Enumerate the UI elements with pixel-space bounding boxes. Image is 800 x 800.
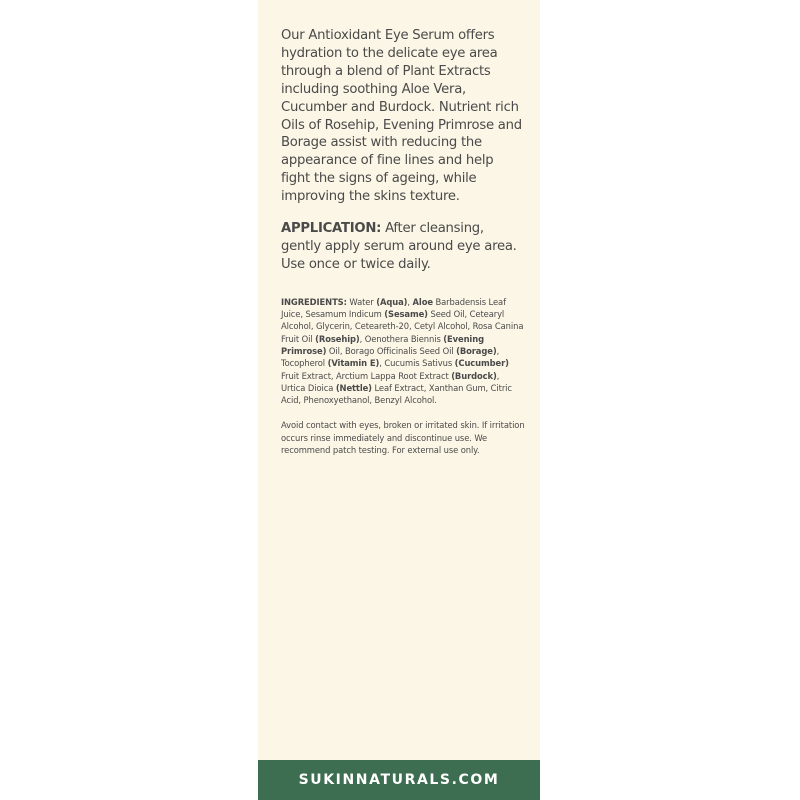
ingredient-highlight: (Aqua) [376, 296, 408, 307]
ingredient-text: , Cucumis Sativus [379, 358, 455, 369]
ingredient-text: , Tocopherol [281, 345, 500, 369]
ingredients-list [281, 297, 523, 405]
product-description: Our Antioxidant Eye Serum offers hydration to the delicate eye area through a blend of Plant Extracts including soothing Aloe Vera, Cucumber and Burdock. Nutrient rich Oils of Rosehip, Evening Primrose and Borage assist with reducing the appearance of fine lines and help fight the signs of ageing, while improving the skins texture. [281, 28, 522, 205]
ingredient-highlight: (Vitamin E) [327, 358, 380, 369]
website-link[interactable]: SUKINNATURALS.COM [298, 772, 500, 788]
ingredient-highlight: (Sesame) [384, 309, 428, 320]
ingredient-text: , Urtica Dioica [281, 370, 500, 393]
label-content [281, 27, 526, 456]
ingredient-text: Fruit Extract, Arctium Lappa Root Extract [281, 370, 452, 381]
ingredient-text: Leaf Extract, Xanthan Gum, Citric Acid, Phenoxyethanol, Benzyl Alcohol. [281, 382, 512, 406]
application-section [281, 220, 526, 274]
ingredients-section [281, 296, 526, 407]
ingredient-text: Barbadensis Leaf Juice, Sesamum Indicum [281, 296, 506, 320]
ingredient-highlight: (Borage) [456, 345, 497, 356]
ingredient-highlight: Aloe [412, 296, 433, 307]
application-text: After cleansing, gently apply serum around eye area. Use once or twice daily. [281, 221, 517, 272]
ingredients-label: INGREDIENTS: [281, 296, 347, 307]
footer-banner [258, 760, 540, 800]
ingredient-text: , Oenothera Biennis [359, 333, 444, 344]
ingredient-text: Oil, Borago Officinalis Seed Oil [326, 345, 457, 356]
application-label: APPLICATION: [281, 221, 382, 237]
ingredient-highlight: (Rosehip) [315, 333, 360, 344]
ingredient-highlight: (Cucumber) [454, 358, 509, 369]
warning-text: Avoid contact with eyes, broken or irritated skin. If irritation occurs rinse immediately and discontinue use. We recommend patch testing. For external use only. [281, 420, 525, 456]
ingredient-highlight: (Nettle) [335, 382, 372, 393]
ingredient-text: , [407, 296, 413, 307]
ingredient-highlight: (Evening Primrose) [281, 333, 484, 356]
label-panel [258, 0, 540, 800]
ingredient-highlight: (Burdock) [451, 370, 497, 381]
ingredient-text: Water [346, 296, 377, 307]
ingredient-text: Seed Oil, Cetearyl Alcohol, Glycerin, Ceteareth-20, Cetyl Alcohol, Rosa Canina Fruit Oil [281, 309, 524, 344]
